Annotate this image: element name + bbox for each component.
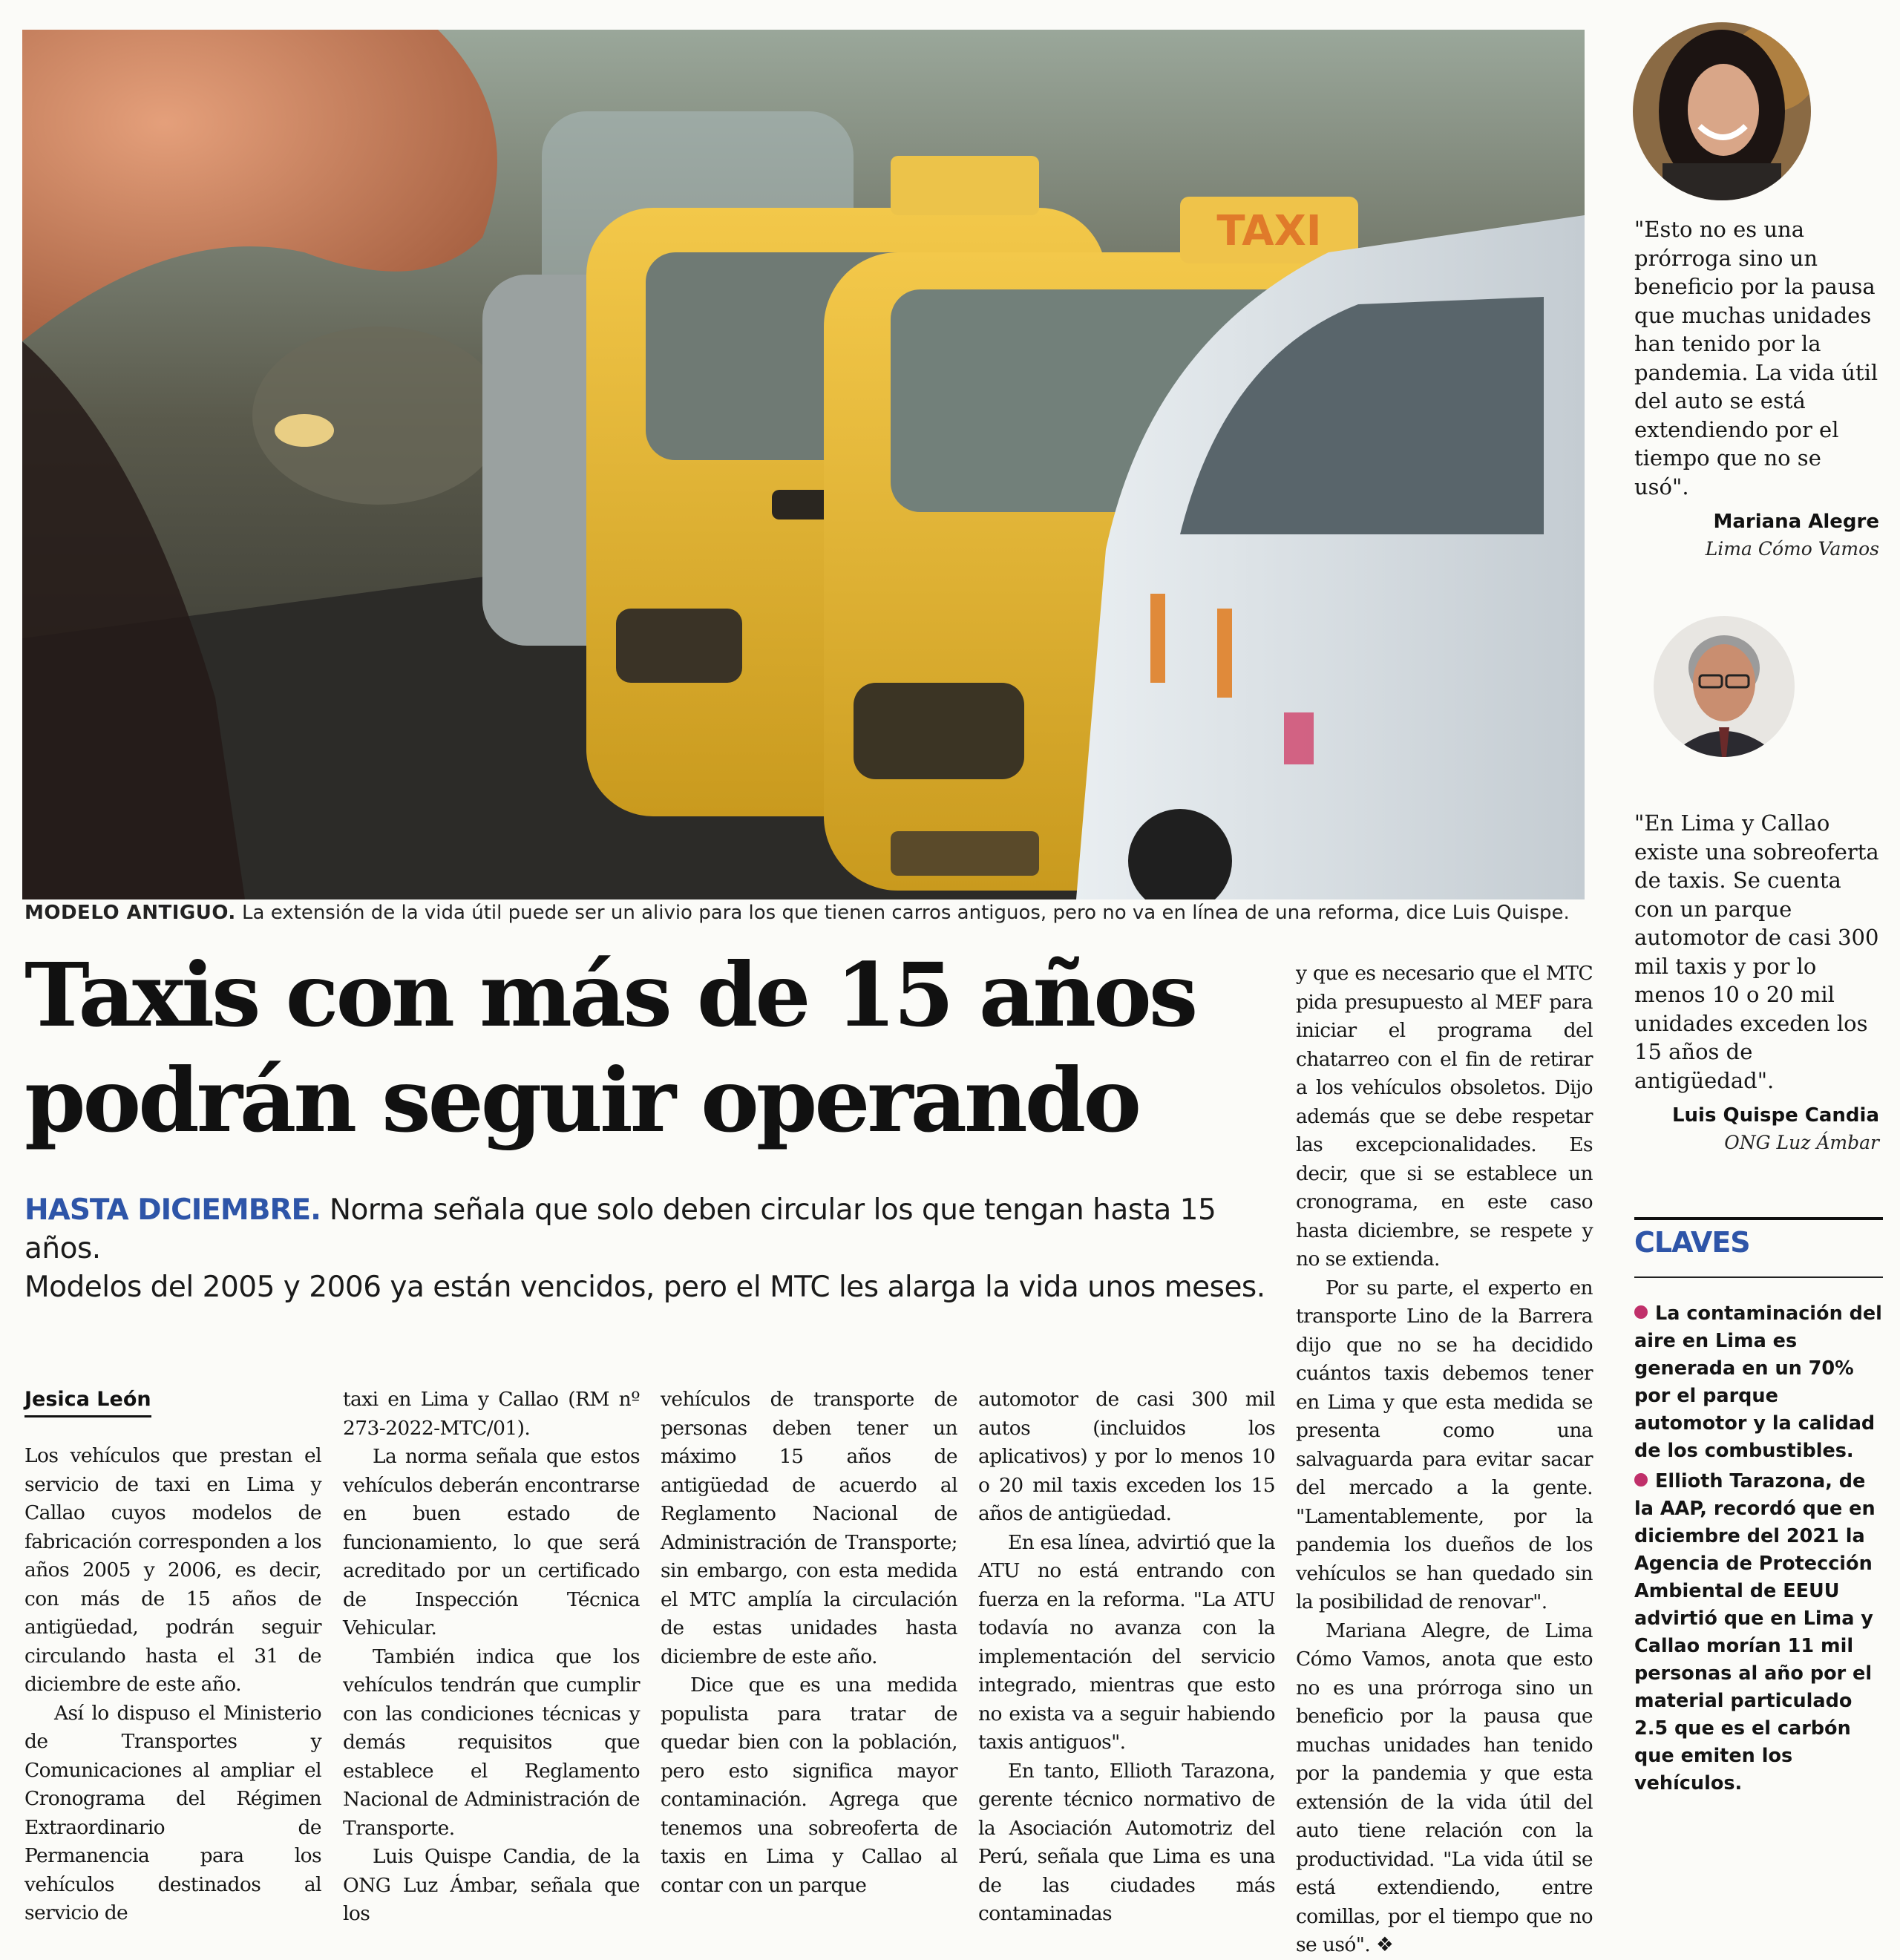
paragraph: La norma señala que estos vehículos deberán encontrarse en buen estado de funcionamiento, lo que será acreditado por un certificado de Inspección Técnica Vehicular.	[343, 1445, 640, 1639]
quote-mariana-alegre: "Esto no es una prórroga sino un beneficio por la pausa que muchas unidades han tenido por la pandemia. La vida útil del auto se está extendiendo por el tiempo que no se usó".	[1634, 217, 1878, 499]
woman-portrait-icon	[1633, 22, 1811, 200]
paragraph-text: Mariana Alegre, de Lima Cómo Vamos, anota que esto no es una prórroga sino un beneficio por la pausa que muchas unidades han tenido por la pandemia y que esta extensión de la vida útil del auto tiene relación con la productividad. "La vida útil se está extendiendo, entre comillas, por el tiempo que no se usó".	[1296, 1619, 1593, 1956]
clave-item	[1634, 1300, 1883, 1465]
caption-label: MODELO ANTIGUO.	[24, 902, 236, 924]
claves-divider	[1634, 1276, 1883, 1278]
quote-author-organization: ONG Luz Ámbar	[1724, 1132, 1879, 1153]
end-mark-icon: ❖	[1370, 1933, 1394, 1956]
paragraph: Luis Quispe Candia, de la ONG Luz Ámbar, señala que los	[343, 1845, 640, 1925]
bullet-icon	[1634, 1473, 1648, 1487]
paragraph: taxi en Lima y Callao (RM nº 273-2022-MTC/01).	[343, 1388, 640, 1440]
body-column-2	[343, 1386, 640, 1929]
paragraph: Así lo dispuso el Ministerio de Transportes y Comunicaciones al ampliar el Cronograma del Régimen Extraordinario de Permanencia para los vehículos destinados al servicio de	[24, 1701, 321, 1924]
paragraph: vehículos de transporte de personas deben tener un máximo 15 años de antigüedad de acuerdo al Reglamento Nacional de Administración de Transporte; sin embargo, con esta medida el MTC amplía la circulación de estas unidades hasta diciembre de este año.	[661, 1388, 957, 1668]
claves-top-rule	[1634, 1217, 1883, 1220]
headline-line-1: Taxis con más de 15 años	[24, 943, 1196, 1046]
paragraph: automotor de casi 300 mil autos (incluidos los aplicativos) y por lo menos 10 o 20 mil taxis exceden los 15 años de antigüedad.	[978, 1388, 1275, 1525]
deck-text-1: Norma señala que solo deben circular los que tengan hasta 15 años.	[24, 1193, 1216, 1265]
paragraph: Dice que es una medida populista para tratar de quedar bien con la población, pero esto significa mayor contaminación. Agrega que tenemos una sobreoferta de taxis en Lima y Callao al contar con un parque	[661, 1674, 957, 1897]
headline-line-2: podrán seguir operando	[24, 1049, 1139, 1152]
quote-luis-quispe-candia: "En Lima y Callao existe una sobreoferta de taxis. Se cuenta con un parque automotor de casi 300 mil taxis y por lo menos 10 o 20 mil unidades exceden los 15 años de antigüedad".	[1634, 810, 1879, 1093]
paragraph: En tanto, Ellioth Tarazona, gerente técnico normativo de la Asociación Automotriz del Perú, señala que Lima es una de las ciudades más contaminadas	[978, 1759, 1275, 1925]
taxi-sign-text: TAXI	[1216, 207, 1322, 255]
deck-kicker: HASTA DICIEMBRE.	[24, 1193, 321, 1227]
paragraph: En esa línea, advirtió que la ATU no está entrando con fuerza en la reforma. "La ATU todavía no avanza con la implementación del servicio integrado, mientras que esto no exista va a seguir habiendo taxis antiguos".	[978, 1530, 1275, 1754]
headline	[24, 943, 1286, 1153]
bullet-icon	[1634, 1305, 1648, 1319]
deck	[24, 1191, 1286, 1307]
paragraph: Por su parte, el experto en transporte Lino de la Barrera dijo que no se ha decidido cuántos taxis debemos tener en Lima y que esta medida se presenta como una salvaguarda para evitar sacar del mercado a la gente. "Lamentablemente, por la pandemia los dueños de los vehículos se han quedado sin la posibilidad de renovar".	[1296, 1276, 1593, 1613]
photo-caption	[24, 899, 1583, 926]
paragraph: Los vehículos que prestan el servicio de taxi en Lima y Callao cuyos modelos de fabricación corresponden a los años 2005 y 2006, es decir, con más de 15 años de antigüedad, podrán seguir circulando hasta el 31 de diciembre de este año.	[24, 1444, 321, 1696]
body-column-3	[661, 1386, 957, 1900]
paragraph: y que es necesario que el MTC pida presupuesto al MEF para iniciar el programa del chatarreo con el fin de retirar a los vehículos obsoletos. Dijo además que se debe respetar las excepcionalidades. Es decir, que si se establece un cronograma, en este caso hasta diciembre, se respete y no se extienda.	[1296, 962, 1593, 1271]
portrait-mariana-alegre	[1633, 22, 1811, 200]
taxis-photo	[22, 30, 1585, 899]
caption-text: La extensión de la vida útil puede ser un alivio para los que tienen carros antiguos, pero no va en línea de una reforma, dice Luis Quispe.	[235, 902, 1570, 924]
clave-text: La contaminación del aire en Lima es generada en un 70% por el parque automotor y la calidad de los combustibles.	[1634, 1302, 1882, 1462]
paragraph: También indica que los vehículos tendrán que cumplir con las condiciones técnicas y demás requisitos que establece el Reglamento Nacional de Administración de Transporte.	[343, 1645, 640, 1840]
man-portrait-icon	[1654, 616, 1795, 757]
body-column-4	[978, 1386, 1275, 1929]
deck-line-1	[24, 1191, 1286, 1268]
quote-author-name: Luis Quispe Candia	[1671, 1104, 1879, 1127]
paragraph	[1296, 1617, 1593, 1960]
deck-line-2: Modelos del 2005 y 2006 ya están vencidos, pero el MTC les alarga la vida unos meses.	[24, 1271, 1265, 1304]
taxis-illustration	[22, 30, 1585, 899]
body-column-1	[24, 1442, 321, 1928]
claves-title: CLAVES	[1634, 1226, 1750, 1259]
clave-text: Ellioth Tarazona, de la AAP, recordó que en diciembre del 2021 la Agencia de Protección Ambiental de EEUU advirtió que en Lima y Callao morían 11 mil personas al año por el material particulado 2.5 que es el carbón que emiten los vehículos.	[1634, 1470, 1876, 1795]
body-column-5	[1296, 960, 1593, 1960]
byline: Jesica León	[24, 1388, 151, 1417]
clave-item	[1634, 1468, 1883, 1797]
quote-author-organization: Lima Cómo Vamos	[1705, 538, 1879, 560]
portrait-luis-quispe-candia	[1654, 616, 1795, 757]
quote-author-name: Mariana Alegre	[1713, 511, 1879, 533]
